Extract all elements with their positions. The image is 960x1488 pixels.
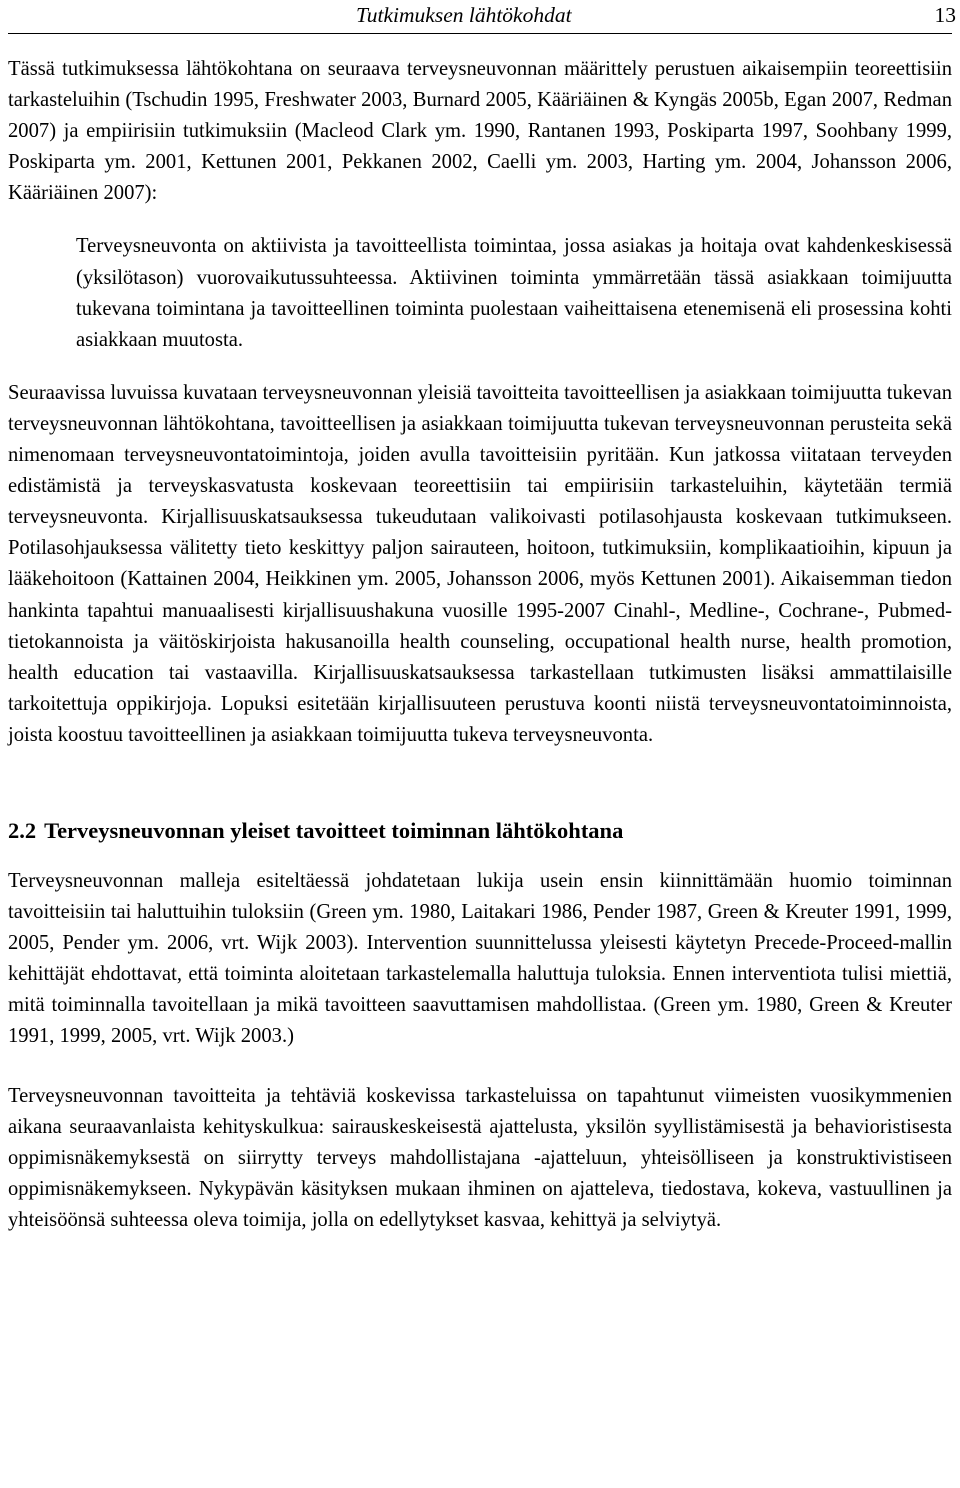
paragraph-development: Terveysneuvonnan tavoitteita ja tehtäviä koskevissa tarkasteluissa on tapahtunut viimeisten vuosikymmenien aikana seuraavanlaista kehityskulkua: sairauskeskeisestä ajattelusta, yksilön syyllistämisestä ja behavioristisesta oppimisnäkemyksestä on siirrytty terveys mahdollistajana -ajatteluun, yhteisölliseen ja konstruktivistiseen oppimisnäkemykseen. Nykypävän käsityksen mukaan ihminen on ajatteleva, tiedostava, kokeva, vastuullinen ja yhteisöönsä suhteessa oleva toimija, jolla on edellytykset kasvaa, kehittyä ja selviytyä. — [8, 1084, 952, 1231]
section-number: 2.2 — [8, 817, 37, 843]
header-chapter-title: Tutkimuksen lähtökohdat — [356, 3, 572, 27]
paragraph-overview: Seuraavissa luvuissa kuvataan terveysneuvonnan yleisiä tavoitteita tavoitteellisen ja asiakkaan toimijuutta tukevan terveysneuvonnan lähtökohtana, tavoitteellisen ja asiakkaan toimijuutta tukevan terveysneuvonnan perusteita sekä nimenomaan terveysneuvontatoimintoja, joiden avulla tavoitteisiin pyritään. Kun jatkossa viitataan terveyden edistämistä ja terveyskasvatusta koskevaan teoreettisiin tai empiirisiin tarkasteluihin, käytetään termiä terveysneuvonta. Kirjallisuuskatsauksessa tukeudutaan valikoivasti potilasohjausta koskevaan tutkimukseen. Potilasohjauksessa välitetty tieto keskittyy paljon sairauteen, hoitoon, tutkimuksiin, komplikaatioihin, kipuun ja lääkehoitoon (Kattainen 2004, Heikkinen ym. 2005, Johansson 2006, myös Kettunen 2001). Aikaisemman tiedon hankinta tapahtui manuaalisesti kirjallisuushakuna vuosille 1995-2007 Cinahl-, Medline-, Cochrane-, Pubmed-tietokannoista ja väitöskirjoista hakusanoilla health counseling, occupational health nurse, health promotion, health education tai vastaavilla. Kirjallisuuskatsauksessa tarkastellaan tutkimusten lisäksi ammattilaisille tarkoitettuja oppikirjoja. Lopuksi esitetään kirjallisuuteen perustuva koonti niistä terveysneuvontatoiminnoista, joista koostuu tavoitteellinen ja asiakkaan toimijuutta tukeva terveysneuvonta. — [8, 381, 952, 746]
definition-blockquote: Terveysneuvonta on aktiivista ja tavoitteellista toimintaa, jossa asiakas ja hoitaja ovat kahdenkeskisessä (yksilötason) vuorovaikutussuhteessa. Aktiivinen toiminta ymmärretään tässä asiakkaan toimijuutta tukevana toimintana ja tavoitteellinen toiminta puolestaan vaiheittaisena etenemisenä eli prosessina kohti asiakkaan muutosta. — [76, 235, 952, 351]
running-header — [8, 0, 956, 34]
paragraph-intro: Tässä tutkimuksessa lähtökohtana on seuraava terveysneuvonnan määrittely perustuen aikaisempiin teoreettisiin tarkasteluihin (Tschudin 1995, Freshwater 2003, Burnard 2005, Kääriäinen & Kyngäs 2005b, Egan 2007, Redman 2007) ja empiirisiin tutkimuksiin (Macleod Clark ym. 1990, Rantanen 1993, Poskiparta 1997, Soohbany 1999, Poskiparta ym. 2001, Kettunen 2001, Pekkanen 2002, Caelli ym. 2003, Harting ym. 2004, Johansson 2006, Kääriäinen 2007): — [8, 58, 952, 205]
section-title: Terveysneuvonnan yleiset tavoitteet toiminnan lähtökohtana — [44, 817, 624, 843]
document-page — [8, 0, 956, 1236]
page-number: 13 — [934, 3, 956, 27]
section-heading — [8, 815, 952, 846]
paragraph-models: Terveysneuvonnan malleja esiteltäessä johdatetaan lukija usein ensin kiinnittämään huomio toiminnan tavoitteisiin tai haluttuihin tuloksiin (Green ym. 1980, Laitakari 1986, Pender 1987, Green & Kreuter 1991, 1999, 2005, Pender ym. 2006, vrt. Wijk 2003). Intervention suunnittelussa yleisesti käytetyn Precede-Proceed-mallin kehittäjät ehdottavat, että toiminta aloitetaan tarkastelemalla haluttuja tuloksia. Ennen interventiota tulisi miettiä, mitä toiminnalla tavoitellaan ja mikä tavoitteen saavuttamisen mahdollistaa. (Green ym. 1980, Green & Kreuter 1991, 1999, 2005, vrt. Wijk 2003.) — [8, 869, 952, 1048]
